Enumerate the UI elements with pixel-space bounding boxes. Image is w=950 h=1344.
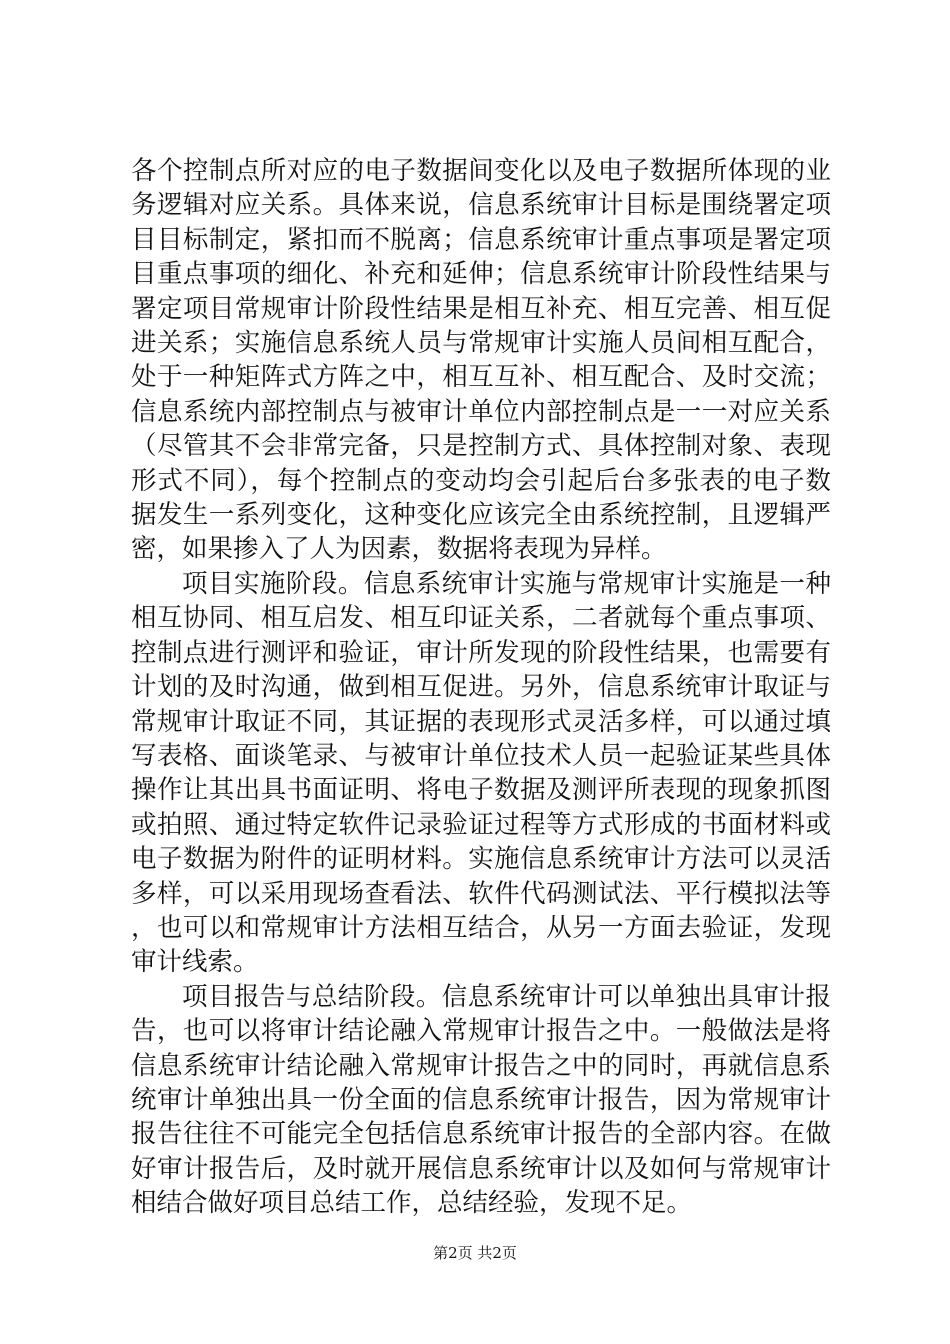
paragraph-3: 项目报告与总结阶段。信息系统审计可以单独出具审计报告，也可以将审计结论融入常规审计报告之中。一般做法是将信息系统审计结论融入常规审计报告之中的同时，再就信息系统审计单独出具一份全面的信息系统审计报告，因为常规审计报告往往不可能完全包括信息系统审计报告的全部内容。在做好审计报告后，及时就开展信息系统审计以及如何与常规审计相结合做好项目总结工作，总结经验，发现不足。 <box>131 981 831 1219</box>
paragraph-2: 项目实施阶段。信息系统审计实施与常规审计实施是一种相互协同、相互启发、相互印证关系，二者就每个重点事项、控制点进行测评和验证，审计所发现的阶段性结果，也需要有计划的及时沟通，做到相互促进。另外，信息系统审计取证与常规审计取证不同，其证据的表现形式灵活多样，可以通过填写表格、面谈笔录、与被审计单位技术人员一起验证某些具体操作让其出具书面证明、将电子数据及测评所表现的现象抓图或拍照、通过特定软件记录验证过程等方式形成的书面材料或电子数据为附件的证明材料。实施信息系统审计方法可以灵活多样，可以采用现场查看法、软件代码测试法、平行模拟法等，也可以和常规审计方法相互结合，从另一方面去验证，发现审计线索。 <box>131 568 831 978</box>
paragraph-1: 各个控制点所对应的电子数据间变化以及电子数据所体现的业务逻辑对应关系。具体来说，信息系统审计目标是围绕署定项目目标制定，紧扣而不脱离；信息系统审计重点事项是署定项目重点事项的细化、补充和延伸；信息系统审计阶段性结果与署定项目常规审计阶段性结果是相互补充、相互完善、相互促进关系；实施信息系统人员与常规审计实施人员间相互配合，处于一种矩阵式方阵之中，相互互补、相互配合、及时交流；信息系统内部控制点与被审计单位内部控制点是一一对应关系（尽管其不会非常完备，只是控制方式、具体控制对象、表现形式不同），每个控制点的变动均会引起后台多张表的电子数据发生一系列变化，这种变化应该完全由系统控制，且逻辑严密，如果掺入了人为因素，数据将表现为异样。 <box>131 156 831 565</box>
page-footer: 第2页 共2页 <box>433 1244 517 1262</box>
body-text <box>131 154 831 1221</box>
